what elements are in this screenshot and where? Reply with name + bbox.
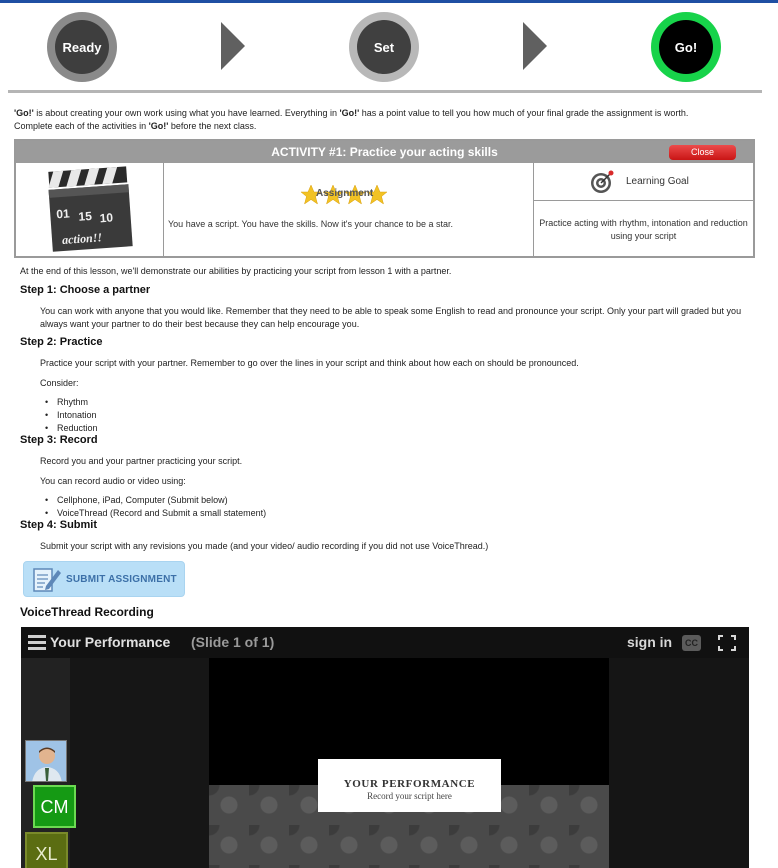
lesson-lead: At the end of this lesson, we'll demonstrate our abilities by practicing your script from lesson 1 with a partner.: [20, 266, 452, 276]
step-go-label: Go!: [659, 20, 713, 74]
commenter-badge-cm[interactable]: CM: [33, 785, 76, 828]
step3-text: Record you and your partner practicing your script.: [40, 456, 243, 466]
learning-goal-cell: [534, 163, 753, 256]
slide-card-subtitle: Record your script here: [367, 791, 452, 801]
voicethread-heading: VoiceThread Recording: [20, 605, 154, 619]
submit-assignment-button[interactable]: [23, 561, 185, 597]
avatar[interactable]: [25, 740, 67, 782]
assignment-text: You have a script. You have the skills. Now it's your chance to be a star.: [168, 219, 454, 229]
assignment-cell: [164, 163, 534, 256]
activity-title: ACTIVITY #1: Practice your acting skills: [271, 145, 498, 159]
intro-text-4: before the next class.: [168, 121, 257, 131]
menu-icon[interactable]: [28, 634, 46, 651]
submit-assignment-label: SUBMIT ASSIGNMENT: [66, 574, 177, 585]
slide-counter: (Slide 1 of 1): [191, 634, 275, 650]
intro-text-1: is about creating your own work using what you have learned. Everything in: [33, 108, 340, 118]
voicethread-player[interactable]: [21, 627, 749, 868]
step2-text: Practice your script with your partner. Remember to go over the lines in your script and think about how each on should be pronounced.: [40, 358, 579, 368]
step-arrow-icon: [523, 22, 547, 70]
list-item: • Cellphone, iPad, Computer (Submit below): [57, 495, 228, 505]
intro-text-2: has a point value to tell you how much of your final grade the assignment is worth.: [359, 108, 689, 118]
step2-heading: Step 2: Practice: [20, 336, 103, 348]
fullscreen-icon[interactable]: [718, 635, 736, 651]
person-avatar-icon: [26, 741, 67, 782]
go-term: 'Go!': [339, 108, 360, 118]
learning-goal-title: Learning Goal: [626, 176, 689, 187]
clapperboard-cell: [16, 163, 164, 256]
go-term: 'Go!': [14, 108, 34, 118]
step2-consider: Consider:: [40, 378, 79, 388]
step4-heading: Step 4: Submit: [20, 519, 98, 531]
clapper-text: 01: [55, 206, 71, 222]
step-set-label: Set: [357, 20, 411, 74]
slide-stage[interactable]: [209, 658, 609, 868]
target-icon: [590, 170, 614, 194]
edit-document-icon: [32, 566, 62, 594]
step-set[interactable]: [349, 12, 419, 82]
intro-text-3: Complete each of the activities in: [14, 121, 149, 131]
clapperboard-icon: [16, 163, 164, 256]
step4-text: Submit your script with any revisions you made (and your video/ audio recording if you did not use VoiceThread.): [40, 541, 489, 551]
activity-panel: [14, 139, 755, 258]
sign-in-link[interactable]: sign in: [627, 634, 673, 650]
learning-goal-text: Practice acting with rhythm, intonation and reduction using your script: [539, 218, 748, 241]
list-item: • Intonation: [57, 410, 97, 420]
divider: [8, 90, 762, 93]
clapper-text: 15: [78, 208, 93, 224]
player-title: Your Performance: [50, 634, 171, 650]
step1-text: You can work with anyone that you would like. Remember that they need to be able to speak some English to read and pronounce your script. Only your part will graded but you always want your partner to do their best because they can help encourage you.: [40, 306, 742, 329]
list-item: • Rhythm: [57, 397, 88, 407]
step1-heading: Step 1: Choose a partner: [20, 284, 151, 296]
clapper-text: 10: [99, 210, 114, 226]
step-ready[interactable]: [47, 12, 117, 82]
activity-header: [16, 141, 753, 163]
player-toolbar: [21, 627, 749, 658]
clapper-text: action!!: [61, 230, 103, 248]
step3-heading: Step 3: Record: [20, 434, 98, 446]
go-term: 'Go!': [148, 121, 169, 131]
closed-captions-button[interactable]: CC: [682, 635, 701, 651]
step-ready-label: Ready: [55, 20, 109, 74]
intro-text: [14, 107, 754, 133]
list-item: • VoiceThread (Record and Submit a small statement): [57, 508, 266, 518]
top-border: [0, 0, 778, 3]
assignment-label: Assignment: [316, 188, 374, 199]
progress-steps: [0, 8, 778, 88]
commenter-badge-xl[interactable]: XL: [25, 832, 68, 868]
close-button[interactable]: Close: [669, 145, 736, 160]
slide-card: [318, 759, 501, 812]
step-arrow-icon: [221, 22, 245, 70]
slide-card-title: YOUR PERFORMANCE: [343, 778, 476, 790]
step-go[interactable]: [651, 12, 721, 82]
step3-text-2: You can record audio or video using:: [40, 476, 186, 486]
list-item: • Reduction: [57, 423, 98, 433]
player-right-panel: [609, 658, 749, 868]
